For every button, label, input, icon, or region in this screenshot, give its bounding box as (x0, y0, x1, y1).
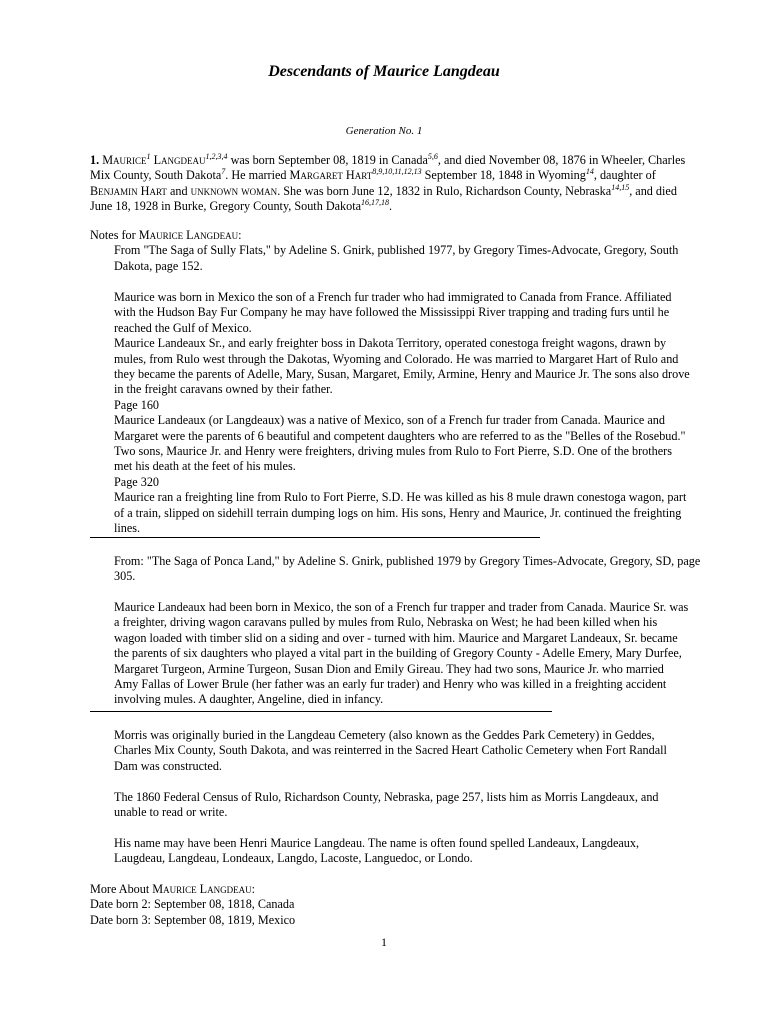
note-paragraph: Maurice Landeaux had been born in Mexico, the son of a French fur trapper and trader from Canada. Maurice Sr. was a freighter, driving wagon caravans pulled by mules from Rulo, Nebraska on West; he had been killed when his wagon loaded with timber slid on a siding and over - turned with him. Maurice and Margaret Landeaux, Sr. became the parents of six daughters who played a vital part in the building of Gregory County - Adelle Emery, Mary Durfee, Margaret Turgeon, Armine Turgeon, Susan Dion and Emily Gireau. They had two sons, Maurice Jr. who married Amy Fallas of Lower Brule (her father was an early fur trader) and Henry who was killed in a freighting accident involving mules. A daughter, Angeline, died in infancy. (114, 600, 689, 707)
entry-number: 1. (90, 153, 100, 167)
citation-marker: 14 (585, 167, 594, 177)
page-number: 1 (381, 935, 387, 949)
entry-text: , daughter of (593, 168, 656, 183)
more-about-section (90, 882, 690, 928)
note-paragraph-block (90, 790, 690, 821)
spouse-name: Margaret Hart (289, 168, 373, 183)
note-paragraph: The 1860 Federal Census of Rulo, Richardson County, Nebraska, page 257, lists him as Morris Langdeaux, and unable to read or write. (114, 790, 659, 820)
citation-marker: 16,17,18 (361, 198, 390, 208)
note-paragraph-block (90, 836, 690, 867)
citation-marker: 8,9,10,11,12,13 (372, 167, 422, 177)
page-reference: Page 320 (114, 474, 160, 489)
entry-text: and (166, 183, 191, 198)
entry-text: . He married (225, 168, 290, 183)
citation-marker: 5,6 (427, 151, 438, 161)
note-paragraph: Maurice Landeaux (or Langdeaux) was a native of Mexico, son of a French fur trader from Canada. Maurice and Margaret were the parents of 6 beautiful and competent daughters who are referred to as the "Belles of the Rosebud." Two sons, Maurice Jr. and Henry were freighters, driving mules from Rulo to Fort Pierre, S.D. One of the brothers met his death at the feet of his mules. (114, 413, 686, 474)
note-paragraph-block (90, 728, 690, 774)
note-paragraph: Morris was originally buried in the Langdeau Cemetery (also known as the Geddes Park Cemetery) in Geddes, Charles Mix County, South Dakota, and was reinterred in the Sacred Heart Catholic Cemetery when Fort Randall Dam was constructed. (114, 728, 667, 773)
document-title: Descendants of Maurice Langdeau (268, 63, 500, 80)
note-paragraph-block (90, 600, 690, 708)
citation-marker: 1 (146, 151, 151, 161)
note-paragraph: Maurice was born in Mexico the son of a French fur trader who had immigrated to Canada from France. Affiliated with the Hudson Bay Fur Company he may have followed the Mississippi River trapping and trading furs until he reached the Gulf of Mexico. (114, 290, 672, 335)
notes-body (90, 290, 690, 537)
note-paragraph: Maurice ran a freighting line from Rulo to Fort Pierre, S.D. He was killed as his 8 mule drawn conestoga wagon, part of a train, slipped on sidehill terrain dumping logs on him. His sons, Henry and Maurice, Jr. continued the freighting lines. (114, 490, 687, 536)
note-paragraph: His name may have been Henri Maurice Langdeau. The name is often found spelled Landeaux, Langdeaux, Laugdeau, Langdeau, Londeaux, Langdo, Lacoste, Languedoc, or Londo. (114, 836, 639, 866)
page-reference: Page 160 (114, 397, 160, 412)
section-divider (90, 711, 552, 712)
source-citation: From "The Saga of Sully Flats," by Adeline S. Gnirk, published 1977, by Gregory Times-Advocate, Gregory, South Dakota, page 152. (114, 243, 679, 273)
notes-heading: Notes for Maurice Langdeau: (90, 228, 242, 242)
birth-date-fact: Date born 2: September 08, 1818, Canada (90, 897, 295, 912)
entry-text: , and died November 08, 1876 in Wheeler, Charles Mix County, South Dakota (90, 153, 686, 183)
mother-name: unknown woman (190, 183, 278, 198)
citation-marker: 7 (221, 167, 226, 177)
source-citation: From: "The Saga of Ponca Land," by Adeline S. Gnirk, published 1979 by Gregory Times-Advocate, Gregory, SD, page 305. (114, 554, 701, 584)
entry-text: September 18, 1848 in Wyoming (421, 168, 586, 183)
citation-marker: 14,15 (611, 182, 630, 192)
entry-text: . She was born June 12, 1832 in Rulo, Richardson County, Nebraska (277, 183, 612, 198)
entry-text: . (389, 199, 393, 214)
entry-text: was born September 08, 1819 in Canada (227, 153, 428, 167)
notes-section (90, 228, 690, 274)
more-about-heading: More About Maurice Langdeau: (90, 882, 256, 896)
father-name: Benjamin Hart (90, 183, 167, 198)
entry-paragraph (90, 153, 690, 215)
citation-marker: 1,2,3,4 (205, 151, 228, 161)
birth-date-fact: Date born 3: September 08, 1819, Mexico (90, 912, 296, 927)
generation-heading: Generation No. 1 (345, 125, 423, 137)
section-divider (90, 537, 540, 538)
entry-text: , and died June 18, 1928 in Burke, Gregory County, South Dakota (90, 183, 677, 214)
person-first-name: Maurice (102, 153, 147, 167)
person-last-name: Langdeau (153, 153, 206, 167)
note-paragraph: Maurice Landeaux Sr., and early freighter boss in Dakota Territory, operated conestoga freight wagons, drawn by mules, from Rulo west through the Dakotas, Wyoming and Colorado. He was married to Margaret Hart of Rulo and they became the parents of Adelle, Mary, Susan, Margaret, Emily, Armine, Henry and Maurice Jr. The sons also drove in the freight caravans owned by their father. (114, 336, 690, 397)
